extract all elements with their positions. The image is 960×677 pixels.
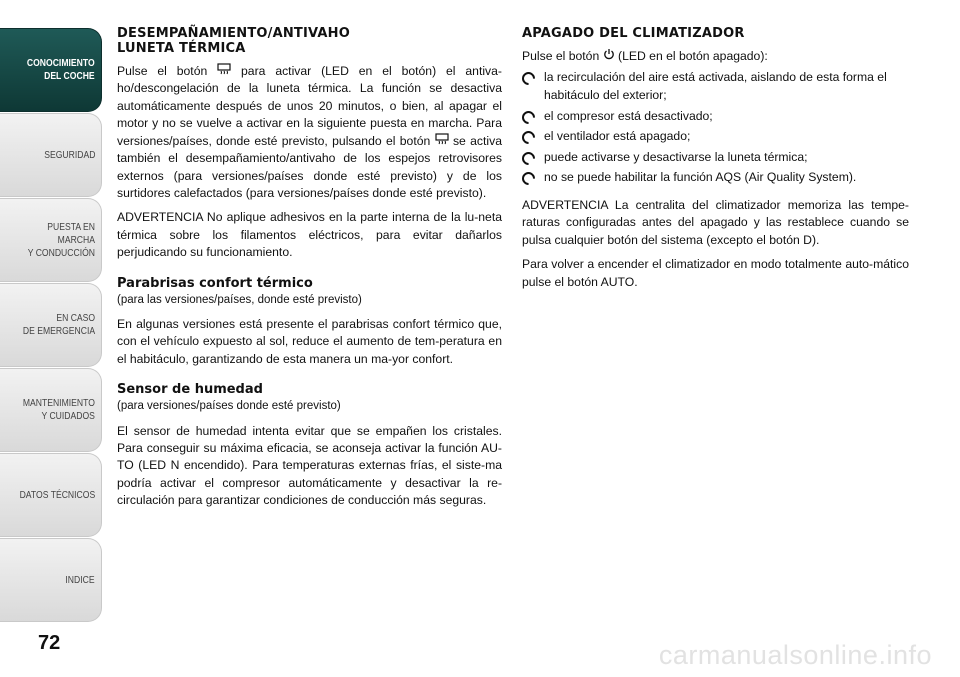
section-title-apagado: APAGADO DEL CLIMATIZADOR [522,26,745,41]
tab-en-caso-de-emergencia[interactable]: EN CASO DE EMERGENCIA [0,283,102,367]
bullet-circle-icon [519,170,537,188]
watermark: carmanualsonline.info [658,640,932,670]
paragraph-intro-apagado: Pulse el botón (LED en el botón apagado): [522,48,909,65]
paragraph-parabrisas: En algunas versiones está presente el parabrisas confort térmico que, con el vehículo expuesto al sol, reduce el aumento de tem-peratura en el habitáculo, garantizando de esta manera un ma-yor confort. [117,317,502,366]
tab-conocimiento-del-coche[interactable]: CONOCIMIENTO DEL COCHE [0,28,102,112]
bullet-circle-icon [519,149,537,167]
section-title-parabrisas: Parabrisas confort térmico [117,275,313,291]
list-item: no se puede habilitar la función AQS (Air Quality System). [522,169,909,187]
rear-defrost-icon [217,63,231,80]
page-number: 72 [38,632,61,654]
paragraph-volver-auto: Para volver a encender el climatizador en modo totalmente auto-mático pulse el botón AUTO. [522,257,909,289]
bullet-circle-icon [519,108,537,126]
parabrisas-note: (para las versiones/países, donde esté previsto) [117,293,362,306]
tab-datos-tecnicos[interactable]: DATOS TÉCNICOS [0,453,102,537]
rear-defrost-icon [435,133,449,150]
chapter-sidebar [0,28,102,623]
bullet-circle-icon [519,70,537,88]
apagado-bullet-list [522,69,909,187]
right-column [522,26,909,291]
left-column [117,26,502,510]
sensor-note: (para versiones/países donde esté previsto) [117,400,341,413]
tab-seguridad[interactable]: SEGURIDAD [0,113,102,197]
paragraph-luneta: Pulse el botón para activar (LED en el botón) el antiva-ho/descongelación de la luneta térmica. La función se desactiva automáticamente después de unos 20 minutos, o bien, al apagar el motor y no se vuelve a activar en la siguiente puesta en marcha. Para versiones/países, donde esté previsto, pulsando el botón se activa también el desempañamiento/antivaho de los espejos retrovisores externos (para versiones/países donde esté previsto) y de los surtidores calefactados (para versiones/países donde esté previsto). [117,64,502,200]
section-title-desempanamiento: DESEMPAÑAMIENTO/ANTIVAHO LUNETA TÉRMICA [117,26,351,56]
list-item: puede activarse y desactivarse la luneta térmica; [522,149,909,167]
power-icon [603,48,615,65]
list-item: la recirculación del aire está activada, aislando de esta forma el habitáculo del exterior; [522,69,909,104]
tab-puesta-en-marcha[interactable]: PUESTA EN MARCHA Y CONDUCCIÓN [0,198,102,282]
section-title-sensor: Sensor de humedad [117,382,263,398]
tab-indice[interactable]: INDICE [0,538,102,622]
paragraph-sensor: El sensor de humedad intenta evitar que se empañen los cristales. Para conseguir su máxima eficacia, se aconseja activar la función AU-TO (LED N encendido). Para temperaturas externas frías, el siste-ma podría activar el compresor automáticamente y desactivar la re-circulación para garantizar condiciones de conducción más seguras. [117,423,502,508]
paragraph-advertencia-luneta: ADVERTENCIA No aplique adhesivos en la parte interna de la lu-neta térmica sobre los filamentos eléctricos, para evitar dañarlos perjudicando su funcionamiento. [117,210,502,260]
bullet-circle-icon [519,129,537,147]
list-item: el ventilador está apagado; [522,128,909,146]
tab-mantenimiento[interactable]: MANTENIMIENTO Y CUIDADOS [0,368,102,452]
list-item: el compresor está desactivado; [522,108,909,126]
paragraph-advertencia-centralita: ADVERTENCIA La centralita del climatizador memoriza las tempe-raturas configuradas antes del apagado y las restablece cuando se pulsa cualquier botón del sistema (excepto el botón D). [522,198,909,247]
